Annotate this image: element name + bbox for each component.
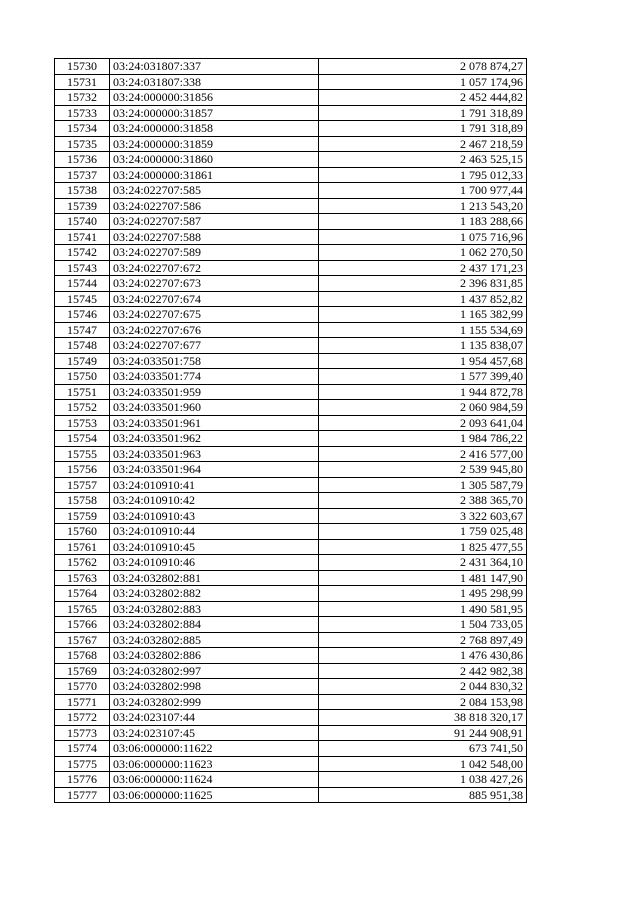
cadastral-value-cell: 1 062 270,50 [319,245,527,261]
cadastral-number-cell: 03:24:033501:774 [110,369,319,385]
cadastral-number-cell: 03:24:033501:963 [110,446,319,462]
table-row [55,415,527,431]
row-number-cell: 15739 [55,198,110,214]
table-row [55,508,527,524]
cadastral-value-table [54,58,527,803]
cadastral-number-cell: 03:24:032802:997 [110,663,319,679]
table-row [55,74,527,90]
cadastral-number-cell: 03:06:000000:11624 [110,772,319,788]
cadastral-value-cell: 1 495 298,99 [319,586,527,602]
cadastral-value-cell: 1 759 025,48 [319,524,527,540]
table-row [55,679,527,695]
table-row [55,152,527,168]
cadastral-number-cell: 03:24:033501:962 [110,431,319,447]
cadastral-number-cell: 03:24:032802:998 [110,679,319,695]
row-number-cell: 15750 [55,369,110,385]
cadastral-value-cell: 2 093 641,04 [319,415,527,431]
cadastral-value-cell: 1 135 838,07 [319,338,527,354]
cadastral-number-cell: 03:24:010910:42 [110,493,319,509]
cadastral-number-cell: 03:24:010910:45 [110,539,319,555]
cadastral-value-cell: 2 396 831,85 [319,276,527,292]
row-number-cell: 15767 [55,632,110,648]
cadastral-number-cell: 03:24:033501:959 [110,384,319,400]
cadastral-number-cell: 03:24:032802:882 [110,586,319,602]
cadastral-number-cell: 03:24:000000:31857 [110,105,319,121]
cadastral-number-cell: 03:24:022707:586 [110,198,319,214]
table-row [55,524,527,540]
cadastral-number-cell: 03:24:032802:881 [110,570,319,586]
table-row [55,229,527,245]
row-number-cell: 15758 [55,493,110,509]
cadastral-number-cell: 03:24:022707:589 [110,245,319,261]
cadastral-value-cell: 3 322 603,67 [319,508,527,524]
cadastral-value-cell: 2 467 218,59 [319,136,527,152]
row-number-cell: 15749 [55,353,110,369]
row-number-cell: 15777 [55,787,110,803]
row-number-cell: 15759 [55,508,110,524]
row-number-cell: 15772 [55,710,110,726]
row-number-cell: 15741 [55,229,110,245]
table-row [55,601,527,617]
table-row [55,245,527,261]
table-row [55,198,527,214]
cadastral-value-cell: 2 437 171,23 [319,260,527,276]
row-number-cell: 15774 [55,741,110,757]
cadastral-value-cell: 1 984 786,22 [319,431,527,447]
row-number-cell: 15765 [55,601,110,617]
row-number-cell: 15776 [55,772,110,788]
cadastral-number-cell: 03:24:010910:43 [110,508,319,524]
cadastral-value-cell: 1 700 977,44 [319,183,527,199]
cadastral-value-cell: 1 476 430,86 [319,648,527,664]
cadastral-number-cell: 03:24:032802:884 [110,617,319,633]
row-number-cell: 15771 [55,694,110,710]
cadastral-number-cell: 03:24:031807:337 [110,59,319,75]
row-number-cell: 15770 [55,679,110,695]
row-number-cell: 15766 [55,617,110,633]
cadastral-number-cell: 03:24:032802:883 [110,601,319,617]
cadastral-number-cell: 03:24:022707:676 [110,322,319,338]
row-number-cell: 15754 [55,431,110,447]
cadastral-number-cell: 03:24:033501:960 [110,400,319,416]
row-number-cell: 15733 [55,105,110,121]
cadastral-value-cell: 1 165 382,99 [319,307,527,323]
cadastral-value-cell: 2 060 984,59 [319,400,527,416]
table-row [55,369,527,385]
row-number-cell: 15730 [55,59,110,75]
table-row [55,322,527,338]
cadastral-number-cell: 03:24:023107:45 [110,725,319,741]
cadastral-number-cell: 03:24:000000:31858 [110,121,319,137]
row-number-cell: 15761 [55,539,110,555]
table-row [55,663,527,679]
cadastral-value-cell: 1 577 399,40 [319,369,527,385]
cadastral-number-cell: 03:24:033501:758 [110,353,319,369]
cadastral-value-cell: 2 452 444,82 [319,90,527,106]
cadastral-number-cell: 03:24:022707:673 [110,276,319,292]
cadastral-value-cell: 1 155 534,69 [319,322,527,338]
cadastral-number-cell: 03:24:022707:674 [110,291,319,307]
cadastral-number-cell: 03:24:010910:44 [110,524,319,540]
cadastral-number-cell: 03:24:031807:338 [110,74,319,90]
cadastral-value-cell: 1 038 427,26 [319,772,527,788]
cadastral-number-cell: 03:24:022707:675 [110,307,319,323]
cadastral-number-cell: 03:24:022707:672 [110,260,319,276]
row-number-cell: 15755 [55,446,110,462]
table-row [55,400,527,416]
cadastral-number-cell: 03:24:032802:886 [110,648,319,664]
cadastral-value-cell: 1 305 587,79 [319,477,527,493]
cadastral-value-cell: 2 463 525,15 [319,152,527,168]
cadastral-number-cell: 03:06:000000:11625 [110,787,319,803]
table-body [55,59,527,803]
cadastral-value-cell: 2 442 982,38 [319,663,527,679]
row-number-cell: 15764 [55,586,110,602]
cadastral-value-cell: 1 042 548,00 [319,756,527,772]
cadastral-number-cell: 03:24:000000:31856 [110,90,319,106]
cadastral-number-cell: 03:24:023107:44 [110,710,319,726]
table-row [55,617,527,633]
table-row [55,136,527,152]
cadastral-value-cell: 1 504 733,05 [319,617,527,633]
table-row [55,787,527,803]
cadastral-value-cell: 1 490 581,95 [319,601,527,617]
cadastral-number-cell: 03:24:032802:999 [110,694,319,710]
row-number-cell: 15752 [55,400,110,416]
table-row [55,353,527,369]
table-row [55,756,527,772]
row-number-cell: 15763 [55,570,110,586]
cadastral-value-cell: 38 818 320,17 [319,710,527,726]
cadastral-value-cell: 91 244 908,91 [319,725,527,741]
table-row [55,260,527,276]
cadastral-value-cell: 1 791 318,89 [319,105,527,121]
cadastral-value-cell: 2 084 153,98 [319,694,527,710]
cadastral-number-cell: 03:24:022707:585 [110,183,319,199]
table-row [55,648,527,664]
table-row [55,90,527,106]
cadastral-number-cell: 03:24:000000:31861 [110,167,319,183]
cadastral-value-cell: 2 416 577,00 [319,446,527,462]
cadastral-value-cell: 2 539 945,80 [319,462,527,478]
table-row [55,167,527,183]
cadastral-value-cell: 1 183 288,66 [319,214,527,230]
cadastral-number-cell: 03:24:010910:41 [110,477,319,493]
cadastral-value-cell: 1 825 477,55 [319,539,527,555]
cadastral-value-cell: 1 437 852,82 [319,291,527,307]
row-number-cell: 15738 [55,183,110,199]
table-row [55,586,527,602]
cadastral-value-cell: 1 075 716,96 [319,229,527,245]
row-number-cell: 15732 [55,90,110,106]
row-number-cell: 15775 [55,756,110,772]
table-row [55,555,527,571]
cadastral-value-cell: 2 044 830,32 [319,679,527,695]
table-row [55,710,527,726]
cadastral-number-cell: 03:24:022707:587 [110,214,319,230]
row-number-cell: 15753 [55,415,110,431]
cadastral-value-cell: 1 481 147,90 [319,570,527,586]
table-row [55,59,527,75]
table-row [55,477,527,493]
row-number-cell: 15742 [55,245,110,261]
cadastral-value-cell: 1 057 174,96 [319,74,527,90]
row-number-cell: 15734 [55,121,110,137]
table-row [55,214,527,230]
table-row [55,741,527,757]
cadastral-number-cell: 03:24:010910:46 [110,555,319,571]
cadastral-value-cell: 2 078 874,27 [319,59,527,75]
table-row [55,105,527,121]
row-number-cell: 15757 [55,477,110,493]
row-number-cell: 15743 [55,260,110,276]
cadastral-number-cell: 03:24:032802:885 [110,632,319,648]
table-row [55,446,527,462]
cadastral-value-cell: 1 944 872,78 [319,384,527,400]
table-row [55,493,527,509]
row-number-cell: 15760 [55,524,110,540]
cadastral-value-cell: 2 388 365,70 [319,493,527,509]
row-number-cell: 15745 [55,291,110,307]
row-number-cell: 15748 [55,338,110,354]
cadastral-value-cell: 2 431 364,10 [319,555,527,571]
cadastral-number-cell: 03:24:000000:31859 [110,136,319,152]
cadastral-number-cell: 03:24:033501:961 [110,415,319,431]
table-row [55,570,527,586]
row-number-cell: 15768 [55,648,110,664]
row-number-cell: 15773 [55,725,110,741]
row-number-cell: 15744 [55,276,110,292]
cadastral-number-cell: 03:06:000000:11623 [110,756,319,772]
cadastral-value-cell: 1 795 012,33 [319,167,527,183]
row-number-cell: 15751 [55,384,110,400]
cadastral-number-cell: 03:06:000000:11622 [110,741,319,757]
row-number-cell: 15740 [55,214,110,230]
row-number-cell: 15735 [55,136,110,152]
cadastral-value-cell: 1 791 318,89 [319,121,527,137]
row-number-cell: 15756 [55,462,110,478]
cadastral-number-cell: 03:24:000000:31860 [110,152,319,168]
cadastral-number-cell: 03:24:022707:677 [110,338,319,354]
table-row [55,183,527,199]
cadastral-value-cell: 2 768 897,49 [319,632,527,648]
row-number-cell: 15762 [55,555,110,571]
cadastral-value-cell: 1 213 543,20 [319,198,527,214]
row-number-cell: 15736 [55,152,110,168]
table-row [55,121,527,137]
table-row [55,338,527,354]
table-row [55,307,527,323]
cadastral-number-cell: 03:24:022707:588 [110,229,319,245]
row-number-cell: 15731 [55,74,110,90]
table-row [55,462,527,478]
table-row [55,632,527,648]
cadastral-number-cell: 03:24:033501:964 [110,462,319,478]
table-row [55,539,527,555]
table-row [55,694,527,710]
table-row [55,431,527,447]
cadastral-value-cell: 1 954 457,68 [319,353,527,369]
table-row [55,725,527,741]
row-number-cell: 15769 [55,663,110,679]
row-number-cell: 15737 [55,167,110,183]
cadastral-value-cell: 673 741,50 [319,741,527,757]
row-number-cell: 15746 [55,307,110,323]
row-number-cell: 15747 [55,322,110,338]
table-row [55,276,527,292]
cadastral-value-cell: 885 951,38 [319,787,527,803]
table-row [55,291,527,307]
table-row [55,384,527,400]
table-row [55,772,527,788]
